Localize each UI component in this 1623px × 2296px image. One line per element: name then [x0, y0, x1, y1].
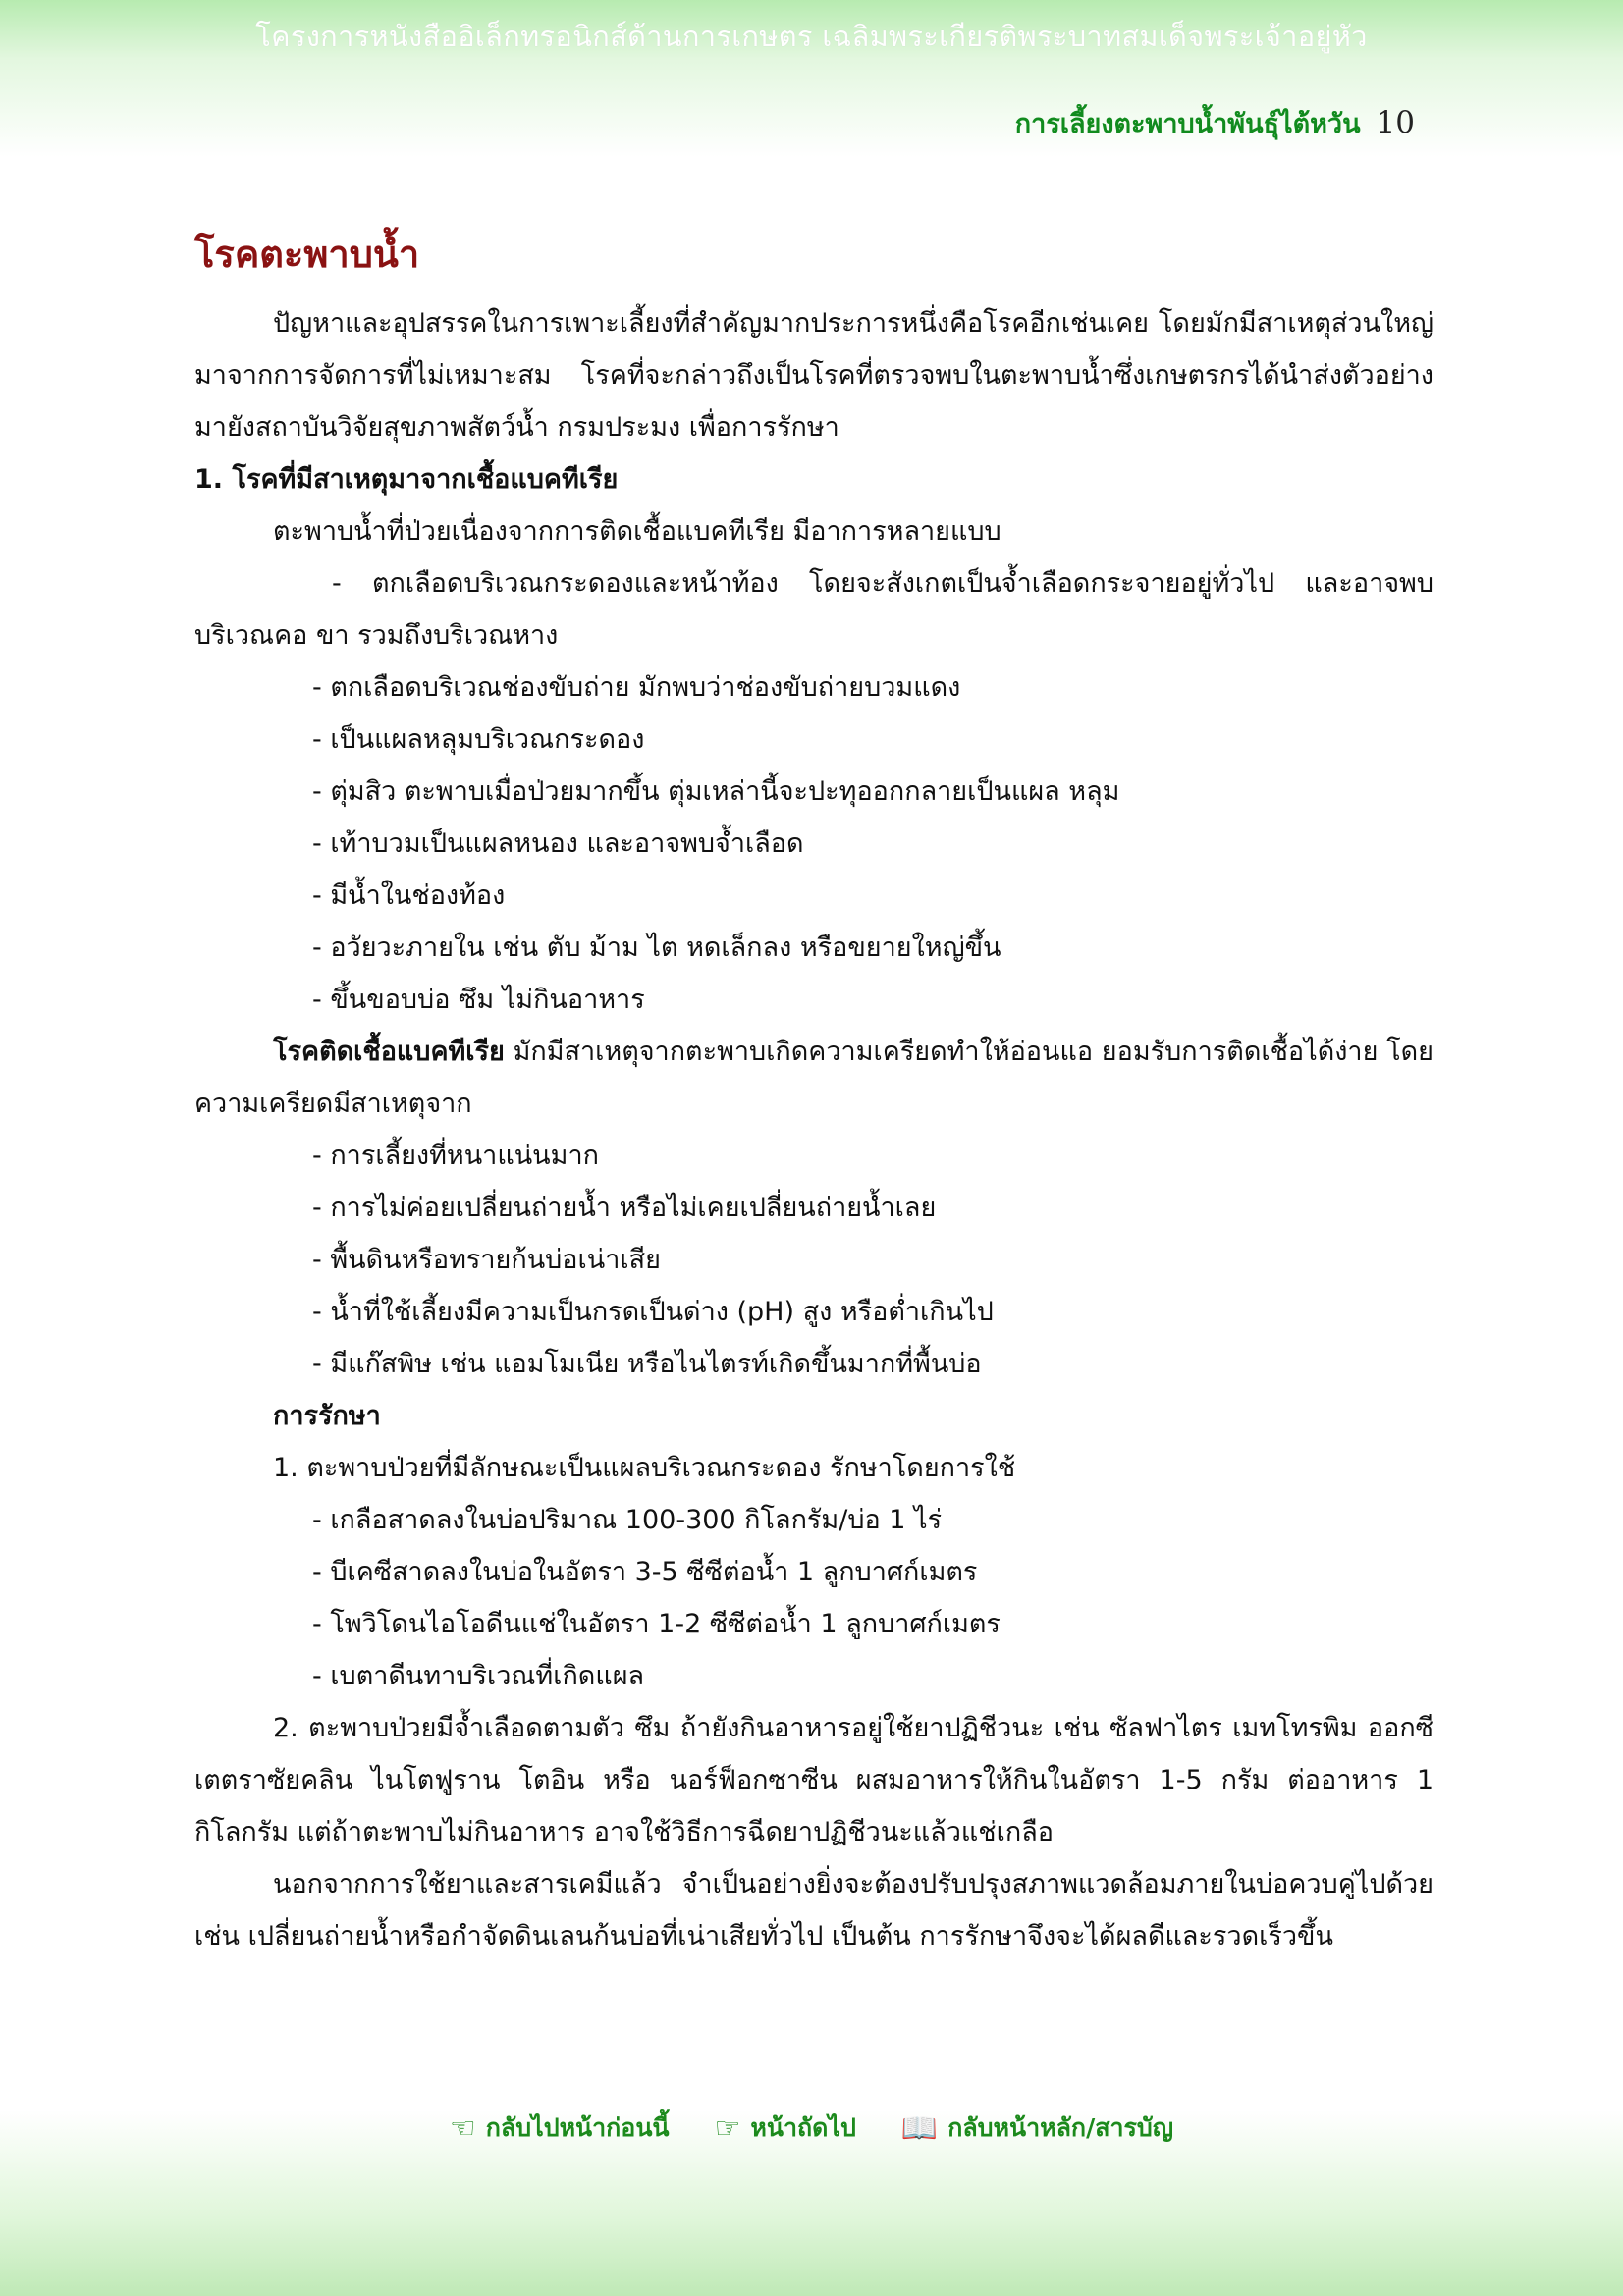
treatment-1: 1. ตะพาบป่วยที่มีลักษณะเป็นแผลบริเวณกระดอง รักษาโดยการใช้ [273, 1453, 1016, 1483]
symptom-first: - ตกเลือดบริเวณกระดองและหน้าท้อง โดยจะสังเกตเป็นจ้ำเลือดกระจายอยู่ทั่วไป และอาจพบบริเวณคอ ขา รวมถึงบริเวณหาง [194, 568, 1434, 651]
prev-page-link[interactable] [450, 2109, 670, 2148]
list-item: - มีแก๊สพิษ เช่น แอมโมเนีย หรือไนไตรท์เกิดขึ้นมากที่พื้นบ่อ [312, 1349, 982, 1379]
list-item: - อวัยวะภายใน เช่น ตับ ม้าม ไต หดเล็กลง หรือขยายใหญ่ขึ้น [312, 933, 1001, 963]
cause-label: โรคติดเชื้อแบคทีเรีย [273, 1037, 505, 1067]
symptom-intro: ตะพาบน้ำที่ป่วยเนื่องจากการติดเชื้อแบคทีเรีย มีอาการหลายแบบ [273, 516, 1001, 547]
next-page-link[interactable] [715, 2109, 856, 2148]
cause-paragraph [194, 1026, 1434, 1130]
prev-page-label: กลับไปหน้าก่อนนี้ [485, 2113, 670, 2142]
list-item: - น้ำที่ใช้เลี้ยงมีความเป็นกรดเป็นด่าง (pH) สูง หรือต่ำเกินไป [312, 1297, 994, 1327]
list-item: - การไม่ค่อยเปลี่ยนถ่ายน้ำ หรือไม่เคยเปลี่ยนถ่ายน้ำเลย [312, 1193, 937, 1223]
page-number: 10 [1376, 105, 1415, 140]
list-item: - ตุ่มสิว ตะพาบเมื่อป่วยมากขึ้น ตุ่มเหล่านี้จะปะทุออกกลายเป็นแผล หลุม [312, 776, 1120, 807]
list-item: - เท้าบวมเป็นแผลหนอง และอาจพบจ้ำเลือด [312, 828, 804, 859]
hand-pointing-forward-icon: ☞ [714, 2110, 741, 2146]
list-item: - ขึ้นขอบบ่อ ซึม ไม่กินอาหาร [312, 985, 645, 1015]
closing-paragraph: นอกจากการใช้ยาและสารเคมีแล้ว จำเป็นอย่างยิ่งจะต้องปรับปรุงสภาพแวดล้อมภายในบ่อควบคู่ไปด้วย เช่น เปลี่ยนถ่ายน้ำหรือกำจัดดินเลนก้นบ่อที่เน่าเสียทั่วไป เป็นต้น การรักษาจึงจะได้ผลดีและรวดเร็วขึ้น [194, 1869, 1434, 1951]
hand-pointing-back-icon: ☜ [449, 2110, 476, 2146]
treatment-2: 2. ตะพาบป่วยมีจ้ำเลือดตามตัว ซึม ถ้ายังกินอาหารอยู่ใช้ยาปฏิชีวนะ เช่น ซัลฟาไตร เมทโทรพิม ออกซีเตตราซัยคลิน ไนโตฟูราน โตอิน หรือ นอร์ฟ็อกซาซีน ผสมอาหารให้กินในอัตรา 1-5 กรัม ต่ออาหาร 1 กิโลกรัม แต่ถ้าตะพาบไม่กินอาหาร อาจใช้วิธีการฉีดยาปฏิชีวนะแล้วแช่เกลือ [194, 1713, 1434, 1847]
footer-navigation [0, 2109, 1623, 2148]
next-page-label: หน้าถัดไป [750, 2113, 856, 2142]
intro-paragraph: ปัญหาและอุปสรรคในการเพาะเลี้ยงที่สำคัญมากประการหนึ่งคือโรคอีกเช่นเคย โดยมักมีสาเหตุส่วนใหญ่มาจากการจัดการที่ไม่เหมาะสม โรคที่จะกล่าวถึงเป็นโรคที่ตรวจพบในตะพาบน้ำซึ่งเกษตรกรได้นำส่งตัวอย่างมายังสถาบันวิจัยสุขภาพสัตว์น้ำ กรมประมง เพื่อการรักษา [194, 308, 1434, 443]
treatment-heading: การรักษา [273, 1401, 381, 1431]
home-toc-link[interactable] [901, 2109, 1173, 2148]
page-header [1015, 102, 1415, 144]
document-body [194, 224, 1434, 1962]
section-title: โรคตะพาบน้ำ [194, 233, 420, 276]
list-item: - ตกเลือดบริเวณช่องขับถ่าย มักพบว่าช่องขับถ่ายบวมแดง [312, 672, 961, 703]
list-item: - เป็นแผลหลุมบริเวณกระดอง [312, 724, 645, 755]
list-item: - บีเคซีสาดลงในบ่อในอัตรา 3-5 ซีซีต่อน้ำ 1 ลูกบาศก์เมตร [312, 1557, 978, 1587]
list-item: - โพวิโดนไอโอดีนแช่ในอัตรา 1-2 ซีซีต่อน้ำ 1 ลูกบาศก์เมตร [312, 1609, 1001, 1639]
cause-text: มักมีสาเหตุจากตะพาบเกิดความเครียดทำให้อ่อนแอ ยอมรับการติดเชื้อได้ง่าย โดยความเครียดมีสาเหตุจาก [194, 1037, 1434, 1119]
list-item: - การเลี้ยงที่หนาแน่นมาก [312, 1141, 599, 1171]
top-banner: โครงการหนังสืออิเล็กทรอนิกส์ด้านการเกษตร เฉลิมพระเกียรติพระบาทสมเด็จพระเจ้าอยู่หัว [255, 20, 1368, 53]
list-item: - พื้นดินหรือทรายก้นบ่อเน่าเสีย [312, 1245, 661, 1275]
book-icon: 📖 [900, 2110, 939, 2146]
list-item: - เบตาดีนทาบริเวณที่เกิดแผล [312, 1661, 645, 1691]
heading-bacterial-disease: 1. โรคที่มีสาเหตุมาจากเชื้อแบคทีเรีย [194, 464, 619, 495]
header-title: การเลี้ยงตะพาบน้ำพันธุ์ไต้หวัน [1014, 109, 1361, 139]
list-item: - เกลือสาดลงในบ่อปริมาณ 100-300 กิโลกรัม/บ่อ 1 ไร่ [312, 1505, 943, 1535]
home-toc-label: กลับหน้าหลัก/สารบัญ [947, 2113, 1174, 2142]
list-item: - มีน้ำในช่องท้อง [312, 881, 506, 911]
